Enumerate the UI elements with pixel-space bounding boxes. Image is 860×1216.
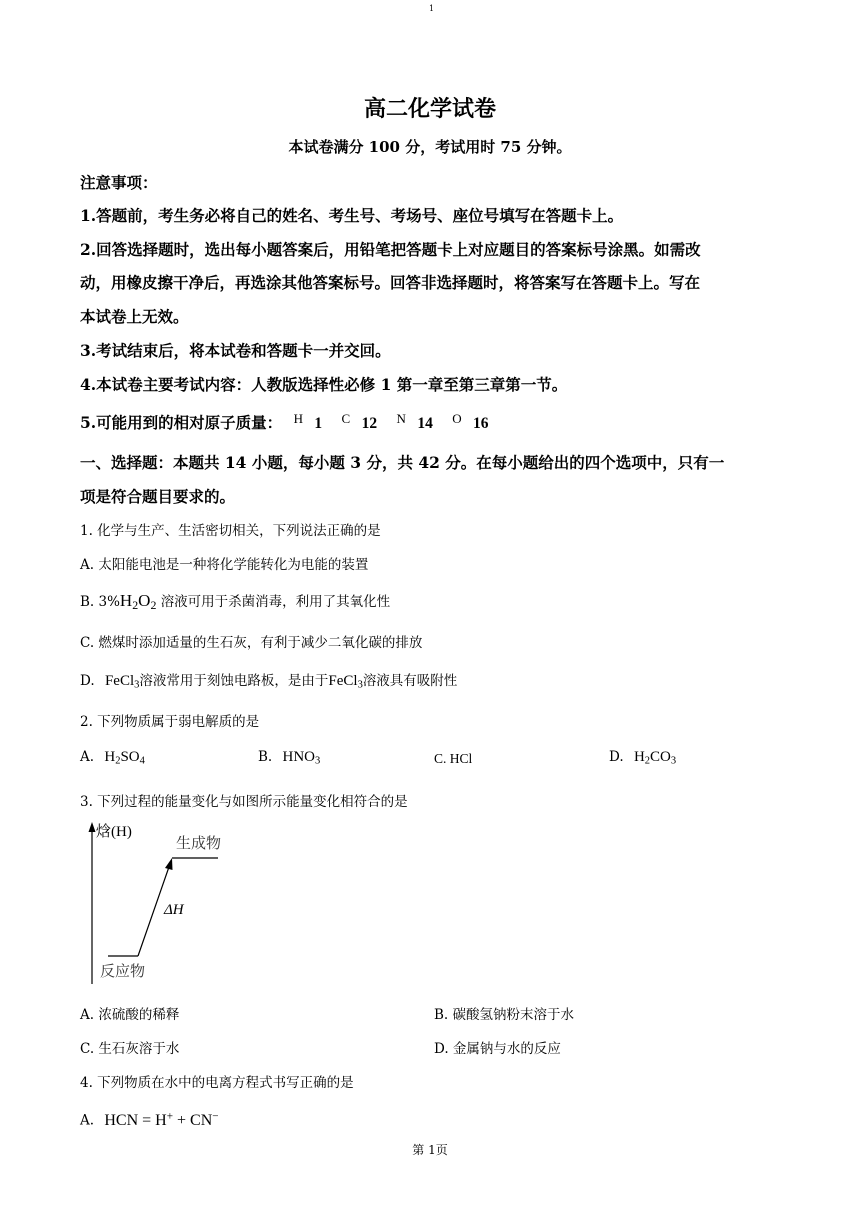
hno3-formula: $HNO_3$: [282, 749, 321, 767]
q2-option-c: C. HCl: [434, 751, 473, 766]
q3-stem: 3. 下列过程的能量变化与如图所示能量变化相符合的是: [80, 794, 408, 810]
q3-option-b: B. 碳酸氢钠粉末溶于水: [434, 1007, 575, 1023]
atom-c-mass: 12: [361, 415, 378, 432]
enthalpy-diagram: [86, 818, 246, 988]
q2-option-d: [609, 749, 676, 767]
q1-option-b: [80, 590, 390, 613]
notes-heading: 注意事项：: [80, 173, 158, 192]
q1-option-a: A. 太阳能电池是一种将化学能转化为电能的装置: [80, 557, 369, 573]
q4-option-a: [80, 1110, 219, 1130]
atom-h-mass: 1: [314, 415, 323, 432]
atom-n-symbol: N: [396, 411, 406, 426]
note-item-5-prefix: 5.可能用到的相对原子质量：: [80, 413, 283, 432]
q2-option-d-label: D.: [609, 749, 624, 765]
axis-arrow-icon: [89, 822, 96, 832]
page-footer: 第 1页: [412, 1143, 448, 1157]
q2-option-b: [258, 749, 320, 767]
h2o2-formula: $H_2O_2$: [119, 591, 157, 612]
note-item-4: 4.本试卷主要考试内容：人教版选择性必修 1 第一章至第三章第一节。: [80, 375, 568, 394]
q4-stem: 4. 下列物质在水中的电离方程式书写正确的是: [80, 1075, 354, 1091]
note-item-1: 1.答题前，考生务必将自己的姓名、考生号、考场号、座位号填写在答题卡上。: [80, 206, 624, 225]
note-item-3: 3.考试结束后，将本试卷和答题卡一并交回。: [80, 341, 391, 360]
q2-stem: 2. 下列物质属于弱电解质的是: [80, 714, 260, 730]
page-subtitle: 本试卷满分 100 分，考试用时 75 分钟。: [288, 138, 572, 156]
delta-h-label: ΔH: [164, 902, 184, 918]
atom-n-mass: 14: [417, 415, 433, 432]
fecl3-formula: FeCl$_3$: [104, 673, 140, 691]
q1-option-b-prefix: B. 3%: [80, 594, 120, 610]
q4-option-a-label: A.: [80, 1112, 95, 1129]
h2co3-formula: $H_2CO_3$: [633, 749, 677, 767]
note-item-2-line-3: 本试卷上无效。: [80, 307, 189, 326]
q1-option-d-mid: 溶液常用于刻蚀电路板，是由于: [139, 673, 329, 689]
hcn-ionization-equation: HCN = H+ + CN−: [104, 1110, 219, 1129]
q1-option-b-text: 溶液可用于杀菌消毒，利用了其氧化性: [160, 594, 391, 610]
atom-c-symbol: C: [341, 411, 351, 426]
atom-o-mass: 16: [473, 415, 489, 432]
section-1-line-2: 项是符合题目要求的。: [80, 487, 236, 506]
q1-option-d: [80, 669, 457, 691]
q1-option-d-label: D.: [80, 673, 95, 689]
note-item-2-line-1: 2.回答选择题时，选出每小题答案后，用铅笔把答题卡上对应题目的答案标号涂黑。如需改: [80, 240, 701, 259]
delta-h-arrowhead-icon: [165, 858, 173, 870]
q2-option-a: [80, 749, 145, 767]
section-1-line-1: 一、选择题：本题共 14 小题，每小题 3 分，共 42 分。在每小题给出的四个选项中，只有一: [80, 453, 725, 472]
atom-h-symbol: H: [293, 411, 303, 426]
q2-option-b-label: B.: [258, 749, 273, 765]
q1-option-c: C. 燃煤时添加适量的生石灰，有利于减少二氧化碳的排放: [80, 635, 423, 651]
product-label: 生成物: [176, 834, 222, 852]
q1-option-d-text: 溶液具有吸附性: [362, 673, 458, 689]
q2-option-a-label: A.: [80, 749, 95, 765]
q3-option-d: D. 金属钠与水的反应: [434, 1041, 561, 1057]
q3-option-c: C. 生石灰溶于水: [80, 1041, 180, 1057]
h2so4-formula: $H_2SO_4$: [104, 749, 145, 767]
atom-o-symbol: O: [452, 411, 462, 426]
page-title: 高二化学试卷: [363, 96, 496, 122]
reactant-label: 反应物: [100, 962, 146, 980]
axis-label: 焓(H): [96, 824, 132, 840]
q3-option-a: A. 浓硫酸的稀释: [80, 1007, 180, 1023]
q1-stem: 1. 化学与生产、生活密切相关，下列说法正确的是: [80, 523, 381, 539]
note-item-2-line-2: 动，用橡皮擦干净后，再选涂其他答案标号。回答非选择题时，将答案写在答题卡上。写在: [80, 273, 701, 292]
note-item-5: [80, 411, 489, 433]
header-mark: 1: [429, 4, 435, 13]
fecl3-formula-2: FeCl$_3$: [328, 673, 363, 691]
